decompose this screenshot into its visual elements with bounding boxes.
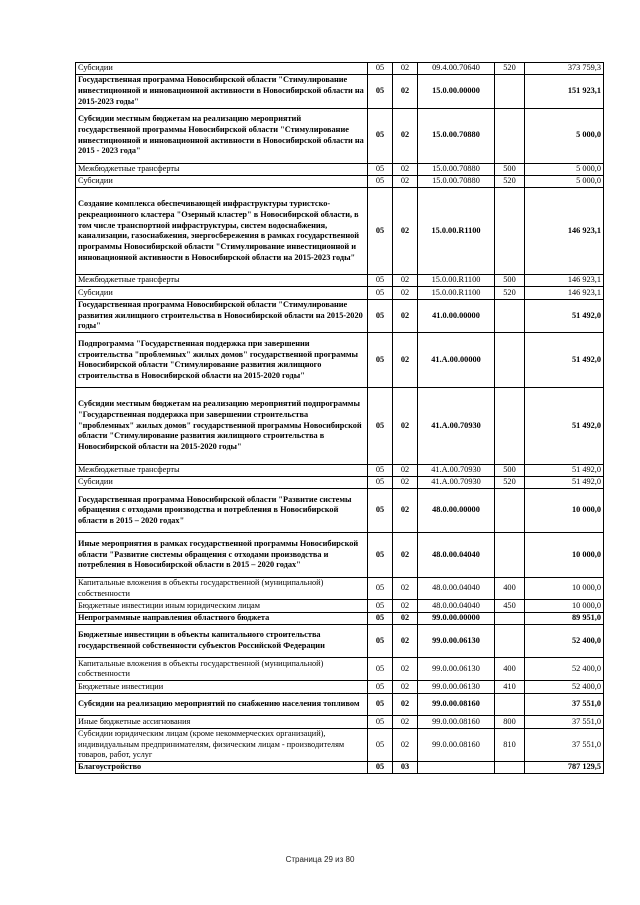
row-name: Государственная программа Новосибирской области "Стимулирование развития жилищного строительства в Новосибирской области на 2015-2020 годы" [76,299,368,333]
row-expense-type [495,75,525,109]
row-subsection: 02 [393,612,418,624]
row-target-code: 99.0.00.08160 [418,716,495,728]
row-name: Межбюджетные трансферты [76,464,368,476]
row-expense-type: 500 [495,275,525,287]
row-expense-type: 450 [495,600,525,612]
row-subsection: 02 [393,75,418,109]
row-expense-type: 520 [495,63,525,75]
row-subsection: 02 [393,108,418,163]
row-section: 05 [368,275,393,287]
row-subsection: 02 [393,476,418,488]
row-name: Капитальные вложения в объекты государственной (муниципальной) собственности [76,577,368,600]
row-expense-type: 500 [495,464,525,476]
row-target-code: 15.0.00.R1100 [418,287,495,299]
row-target-code: 41.А.00.70930 [418,388,495,464]
row-subsection: 02 [393,533,418,577]
budget-table-body [76,63,604,774]
row-name: Создание комплекса обеспечивающей инфраструктуры туристско-рекреационного кластера "Озерный кластер" в Новосибирской области, в том числе транспортной инфраструктуры, систем водоснабжения, канализации, газоснабжения, энергосбережения в рамках государственной программы Новосибирской области "Стимулирование инвестиционной и инновационной активности в Новосибирской области на 2015-2023 годы" [76,188,368,275]
row-subsection: 02 [393,163,418,175]
row-expense-type: 500 [495,163,525,175]
table-row [76,762,604,774]
table-row [76,681,604,693]
table-row [76,75,604,109]
row-section: 05 [368,533,393,577]
row-amount: 51 492,0 [525,476,604,488]
row-amount: 37 551,0 [525,716,604,728]
row-amount: 10 000,0 [525,577,604,600]
row-amount: 51 492,0 [525,333,604,388]
row-name: Субсидии местным бюджетам на реализацию мероприятий подпрограммы "Государственная поддержка при завершении строительства "проблемных" жилых домов" государственной программы Новосибирской области "Стимулирование развития жилищного строительства в Новосибирской области на 2015-2020 годы" [76,388,368,464]
row-name: Государственная программа Новосибирской области "Стимулирование инвестиционной и инновационной активности в Новосибирской области на 2015-2023 годы" [76,75,368,109]
row-subsection: 02 [393,287,418,299]
table-row [76,693,604,716]
table-row [76,63,604,75]
row-expense-type [495,533,525,577]
row-amount: 787 129,5 [525,762,604,774]
row-subsection: 02 [393,175,418,187]
table-row [76,299,604,333]
row-section: 05 [368,624,393,658]
table-row [76,577,604,600]
row-subsection: 02 [393,681,418,693]
row-amount: 89 951,0 [525,612,604,624]
row-target-code: 99.0.00.06130 [418,624,495,658]
row-section: 05 [368,693,393,716]
row-section: 05 [368,577,393,600]
row-section: 05 [368,464,393,476]
row-expense-type [495,624,525,658]
row-expense-type: 800 [495,716,525,728]
row-section: 05 [368,658,393,681]
row-section: 05 [368,600,393,612]
row-subsection: 02 [393,299,418,333]
row-section: 05 [368,287,393,299]
row-name: Межбюджетные трансферты [76,163,368,175]
row-name: Благоустройство [76,762,368,774]
row-name: Субсидии юридическим лицам (кроме некоммерческих организаций), индивидуальным предпринимателям, физическим лицам - производителям товаров, работ, услуг [76,728,368,762]
row-section: 05 [368,75,393,109]
row-section: 05 [368,108,393,163]
row-target-code: 41.А.00.70930 [418,464,495,476]
row-target-code: 48.0.00.04040 [418,533,495,577]
row-section: 05 [368,163,393,175]
table-row [76,175,604,187]
row-target-code: 99.0.00.06130 [418,681,495,693]
row-amount: 5 000,0 [525,163,604,175]
row-subsection: 02 [393,716,418,728]
row-expense-type: 400 [495,658,525,681]
table-row [76,464,604,476]
row-section: 05 [368,299,393,333]
table-row [76,612,604,624]
row-section: 05 [368,728,393,762]
row-expense-type: 520 [495,476,525,488]
row-expense-type [495,108,525,163]
row-target-code: 41.А.00.70930 [418,476,495,488]
row-amount: 51 492,0 [525,464,604,476]
row-expense-type: 810 [495,728,525,762]
row-subsection: 02 [393,275,418,287]
row-expense-type [495,188,525,275]
row-expense-type [495,762,525,774]
row-amount: 10 000,0 [525,600,604,612]
row-subsection: 02 [393,577,418,600]
row-target-code: 15.0.00.70880 [418,108,495,163]
row-name: Бюджетные инвестиции в объекты капитального строительства государственной собственности субъектов Российской Федерации [76,624,368,658]
row-target-code: 15.0.00.00000 [418,75,495,109]
row-expense-type [495,488,525,532]
row-subsection: 02 [393,658,418,681]
row-name: Государственная программа Новосибирской области "Развитие системы обращения с отходами производства и потребления в Новосибирской области в 2015 – 2020 годах" [76,488,368,532]
row-target-code: 09.4.00.70640 [418,63,495,75]
row-subsection: 02 [393,388,418,464]
row-amount: 5 000,0 [525,175,604,187]
row-target-code: 48.0.00.04040 [418,600,495,612]
row-name: Бюджетные инвестиции иным юридическим лицам [76,600,368,612]
row-amount: 151 923,1 [525,75,604,109]
row-section: 05 [368,716,393,728]
row-section: 05 [368,63,393,75]
row-expense-type: 520 [495,287,525,299]
row-expense-type: 520 [495,175,525,187]
budget-page [75,62,603,774]
row-name: Бюджетные инвестиции [76,681,368,693]
table-row [76,716,604,728]
table-row [76,488,604,532]
row-subsection: 02 [393,333,418,388]
row-name: Иные мероприятия в рамках государственной программы Новосибирской области "Развитие системы обращения с отходами производства и потребления в Новосибирской области в 2015 – 2020 годах" [76,533,368,577]
row-target-code: 15.0.00.R1100 [418,275,495,287]
row-amount: 52 400,0 [525,658,604,681]
row-name: Капитальные вложения в объекты государственной (муниципальной) собственности [76,658,368,681]
row-target-code: 15.0.00.70880 [418,175,495,187]
row-amount: 37 551,0 [525,693,604,716]
row-subsection: 02 [393,464,418,476]
table-row [76,600,604,612]
table-row [76,108,604,163]
row-subsection: 02 [393,624,418,658]
page-footer: Страница 29 из 80 [285,855,355,864]
row-name: Субсидии [76,476,368,488]
row-target-code: 99.0.00.08160 [418,728,495,762]
row-amount: 5 000,0 [525,108,604,163]
row-target-code: 15.0.00.70880 [418,163,495,175]
row-section: 05 [368,612,393,624]
row-amount: 146 923,1 [525,188,604,275]
row-target-code: 99.0.00.06130 [418,658,495,681]
row-expense-type [495,693,525,716]
table-row [76,333,604,388]
row-amount: 52 400,0 [525,681,604,693]
row-name: Подпрограмма "Государственная поддержка при завершении строительства "проблемных" жилых домов" государственной программы Новосибирской области "Стимулирование развития жилищного строительства в Новосибирской области на 2015-2020 годы" [76,333,368,388]
table-row [76,658,604,681]
row-target-code: 41.0.00.00000 [418,299,495,333]
row-section: 05 [368,476,393,488]
row-subsection: 02 [393,488,418,532]
table-row [76,728,604,762]
row-expense-type: 410 [495,681,525,693]
table-row [76,388,604,464]
row-section: 05 [368,388,393,464]
row-name: Непрограммные направления областного бюджета [76,612,368,624]
row-expense-type [495,333,525,388]
row-subsection: 02 [393,693,418,716]
row-target-code [418,762,495,774]
row-subsection: 02 [393,600,418,612]
row-section: 05 [368,175,393,187]
row-subsection: 02 [393,188,418,275]
row-amount: 37 551,0 [525,728,604,762]
row-amount: 146 923,1 [525,275,604,287]
row-amount: 51 492,0 [525,299,604,333]
row-section: 05 [368,488,393,532]
row-target-code: 48.0.00.04040 [418,577,495,600]
row-amount: 10 000,0 [525,533,604,577]
row-target-code: 99.0.00.00000 [418,612,495,624]
table-row [76,188,604,275]
row-section: 05 [368,681,393,693]
row-name: Субсидии [76,287,368,299]
row-name: Субсидии местным бюджетам на реализацию мероприятий государственной программы Новосибирской области "Стимулирование инвестиционной и инновационной активности в Новосибирской области на 2015 - 2023 года" [76,108,368,163]
row-name: Субсидии [76,63,368,75]
row-amount: 52 400,0 [525,624,604,658]
row-target-code: 99.0.00.08160 [418,693,495,716]
budget-table [75,62,604,774]
table-row [76,476,604,488]
row-expense-type [495,612,525,624]
row-expense-type: 400 [495,577,525,600]
row-amount: 146 923,1 [525,287,604,299]
table-row [76,624,604,658]
row-name: Субсидии [76,175,368,187]
row-section: 05 [368,333,393,388]
row-section: 05 [368,762,393,774]
row-subsection: 03 [393,762,418,774]
row-amount: 10 000,0 [525,488,604,532]
row-amount: 373 759,3 [525,63,604,75]
row-name: Иные бюджетные ассигнования [76,716,368,728]
row-name: Субсидии на реализацию мероприятий по снабжению населения топливом [76,693,368,716]
table-row [76,287,604,299]
table-row [76,533,604,577]
row-subsection: 02 [393,63,418,75]
row-expense-type [495,388,525,464]
table-row [76,163,604,175]
row-name: Межбюджетные трансферты [76,275,368,287]
row-expense-type [495,299,525,333]
row-target-code: 15.0.00.R1100 [418,188,495,275]
table-row [76,275,604,287]
row-target-code: 41.А.00.00000 [418,333,495,388]
row-amount: 51 492,0 [525,388,604,464]
row-target-code: 48.0.00.00000 [418,488,495,532]
row-section: 05 [368,188,393,275]
row-subsection: 02 [393,728,418,762]
